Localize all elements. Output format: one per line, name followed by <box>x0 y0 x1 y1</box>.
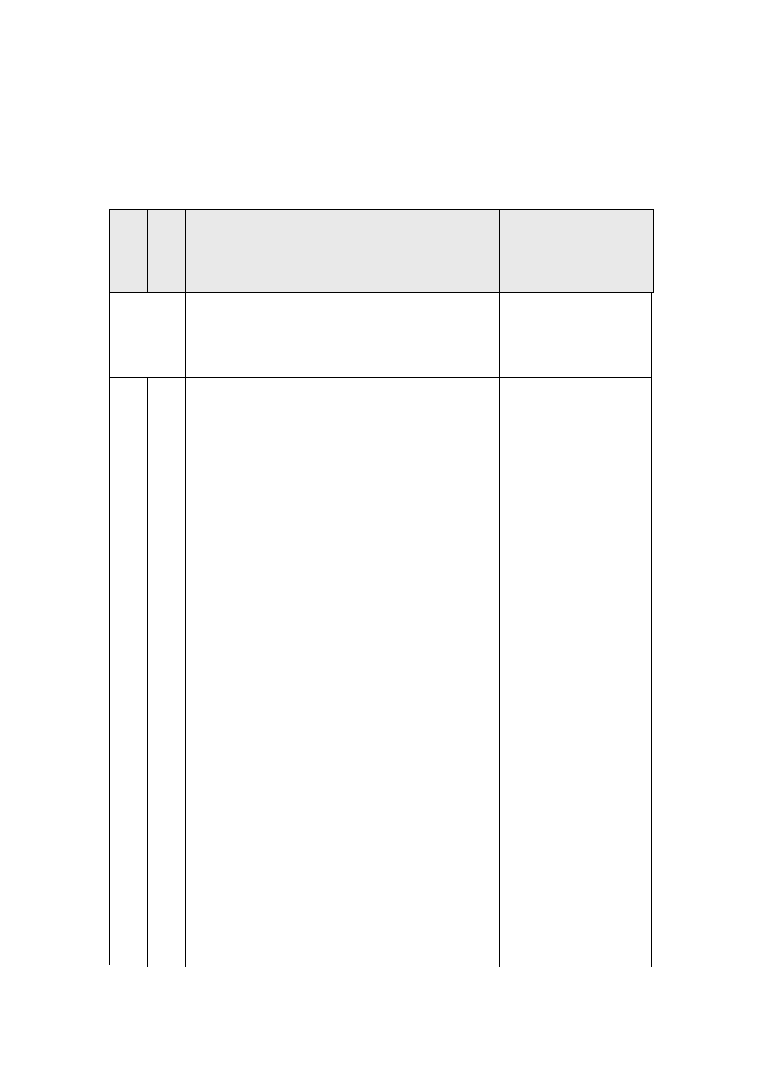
rule-col1 <box>147 377 148 967</box>
rule-header-bottom <box>109 377 652 378</box>
rule-right <box>651 292 652 967</box>
rule-right-header <box>653 209 654 293</box>
rule-col1-header <box>147 209 148 293</box>
rule-col3 <box>499 209 500 967</box>
rule-left <box>109 209 110 965</box>
header-shading <box>109 209 654 293</box>
rule-top <box>109 209 654 210</box>
rule-col2 <box>185 209 186 967</box>
rule-header-split <box>109 292 654 293</box>
